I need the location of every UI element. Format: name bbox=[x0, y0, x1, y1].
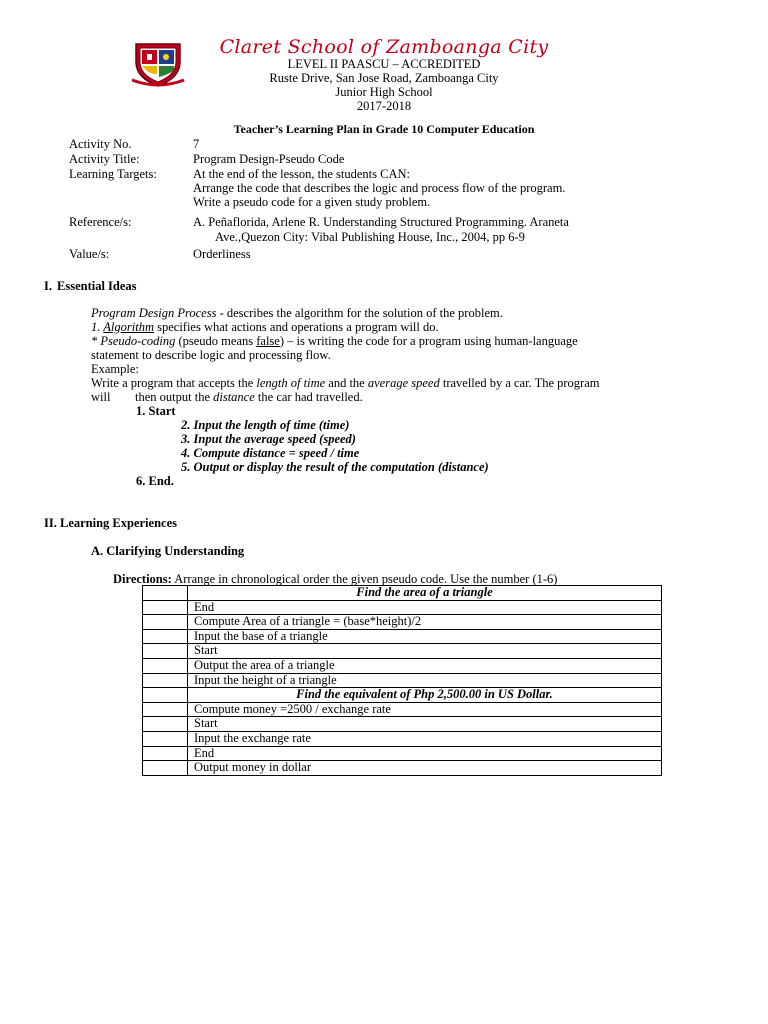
pseudo-code-step: Compute money =2500 / exchange rate bbox=[188, 702, 662, 717]
directions-label: Directions: bbox=[113, 572, 172, 586]
answer-cell[interactable] bbox=[143, 586, 188, 601]
pdp-def: - describes the algorithm for the solution of the problem. bbox=[216, 306, 503, 320]
school-name: Claret School of Zamboanga City bbox=[219, 36, 549, 58]
answer-cell[interactable] bbox=[143, 658, 188, 673]
values-label: Value/s: bbox=[69, 247, 110, 261]
table-row bbox=[143, 644, 662, 659]
table-caption: Find the area of a triangle bbox=[188, 586, 662, 601]
subsection-heading: A. Clarifying Understanding bbox=[91, 544, 245, 558]
table-caption: Find the equivalent of Php 2,500.00 in US Dollar. bbox=[188, 688, 662, 703]
table-row bbox=[143, 761, 662, 776]
example-text-part: the car had travelled. bbox=[254, 390, 363, 404]
school-division: Junior High School bbox=[335, 85, 433, 99]
activity-table bbox=[142, 585, 662, 776]
pseudo-code-step: Start bbox=[188, 717, 662, 732]
answer-cell[interactable] bbox=[143, 644, 188, 659]
pseudo-code-step: Compute Area of a triangle = (base*height)/2 bbox=[188, 615, 662, 630]
reference-label: Reference/s: bbox=[69, 215, 132, 229]
example-text-cont bbox=[135, 390, 363, 405]
algorithm-step: 6. End. bbox=[136, 474, 174, 488]
pseudocode-def: ) – is writing the code for a program using human-language bbox=[279, 334, 578, 348]
learning-target-line: Arrange the code that describes the logic and process flow of the program. bbox=[193, 181, 566, 195]
example-text-word: will bbox=[91, 390, 111, 404]
answer-cell[interactable] bbox=[143, 600, 188, 615]
pdp-definition bbox=[91, 306, 503, 321]
section-heading: II. Learning Experiences bbox=[44, 516, 177, 530]
reference-line: Ave.,Quezon City: Vibal Publishing House, Inc., 2004, pp 6-9 bbox=[215, 230, 525, 244]
table-row bbox=[143, 600, 662, 615]
learning-targets-label: Learning Targets: bbox=[69, 167, 157, 181]
school-year: 2017-2018 bbox=[356, 99, 412, 113]
algorithm-term: Algorithm bbox=[103, 320, 154, 334]
answer-cell[interactable] bbox=[143, 717, 188, 732]
table-row bbox=[143, 673, 662, 688]
table-caption-row bbox=[143, 586, 662, 601]
pseudocode-false: false bbox=[256, 334, 280, 348]
pseudocode-term: Pseudo-coding bbox=[100, 334, 176, 348]
answer-cell[interactable] bbox=[143, 746, 188, 761]
activity-no-value: 7 bbox=[193, 137, 200, 151]
section-number: I. bbox=[44, 279, 52, 293]
algorithm-definition bbox=[91, 320, 439, 335]
table-caption-row bbox=[143, 688, 662, 703]
answer-cell[interactable] bbox=[143, 673, 188, 688]
pseudo-code-step: Input the base of a triangle bbox=[188, 629, 662, 644]
algorithm-def: specifies what actions and operations a program will do. bbox=[153, 320, 439, 334]
answer-cell[interactable] bbox=[143, 688, 188, 703]
table-row bbox=[143, 615, 662, 630]
values-value: Orderliness bbox=[193, 247, 251, 261]
activity-title-label: Activity Title: bbox=[69, 152, 140, 166]
table-row bbox=[143, 717, 662, 732]
pseudo-code-step: End bbox=[188, 746, 662, 761]
answer-cell[interactable] bbox=[143, 629, 188, 644]
algorithm-step: 1. Start bbox=[136, 404, 176, 418]
example-emphasis: average speed bbox=[367, 376, 440, 390]
pseudo-code-step: Input the exchange rate bbox=[188, 731, 662, 746]
learning-target-line: At the end of the lesson, the students CAN: bbox=[193, 167, 410, 181]
example-emphasis: length of time bbox=[256, 376, 326, 390]
pseudocode-def: (pseudo means bbox=[175, 334, 257, 348]
example-text bbox=[91, 376, 600, 391]
pseudo-code-step: End bbox=[188, 600, 662, 615]
accreditation: LEVEL II PAASCU – ACCREDITED bbox=[287, 57, 481, 71]
example-text-part: then output the bbox=[135, 390, 214, 404]
pseudocode-def-cont: statement to describe logic and processing flow. bbox=[91, 348, 331, 362]
activity-no-label: Activity No. bbox=[69, 137, 132, 151]
algorithm-step: 2. Input the length of time (time) bbox=[181, 418, 350, 432]
algorithm-step: 4. Compute distance = speed / time bbox=[181, 446, 360, 460]
answer-cell[interactable] bbox=[143, 761, 188, 776]
table-row bbox=[143, 629, 662, 644]
table-row bbox=[143, 746, 662, 761]
table-row bbox=[143, 702, 662, 717]
algorithm-step: 3. Input the average speed (speed) bbox=[181, 432, 356, 446]
pseudo-code-step: Output the area of a triangle bbox=[188, 658, 662, 673]
pseudocode-definition bbox=[91, 334, 578, 349]
pdp-term: Program Design Process bbox=[91, 306, 217, 320]
example-text-part: Write a program that accepts the bbox=[91, 376, 257, 390]
answer-cell[interactable] bbox=[143, 702, 188, 717]
school-address: Ruste Drive, San Jose Road, Zamboanga City bbox=[269, 71, 499, 85]
algorithm-step: 5. Output or display the result of the computation (distance) bbox=[181, 460, 489, 474]
page-title: Teacher’s Learning Plan in Grade 10 Computer Education bbox=[233, 122, 535, 136]
answer-cell[interactable] bbox=[143, 615, 188, 630]
example-text-part: and the bbox=[325, 376, 368, 390]
table-row bbox=[143, 731, 662, 746]
pseudo-code-step: Start bbox=[188, 644, 662, 659]
example-label: Example: bbox=[91, 362, 139, 376]
answer-cell[interactable] bbox=[143, 731, 188, 746]
learning-target-line: Write a pseudo code for a given study problem. bbox=[193, 195, 431, 209]
directions-text: Arrange in chronological order the given pseudo code. Use the number (1-6) bbox=[171, 572, 558, 586]
activity-title-value: Program Design-Pseudo Code bbox=[193, 152, 345, 166]
algorithm-num: 1. bbox=[91, 320, 104, 334]
example-text-part: travelled by a car. The program bbox=[439, 376, 600, 390]
reference-line: A. Peñaflorida, Arlene R. Understanding Structured Programming. Araneta bbox=[193, 215, 569, 229]
section-heading: Essential Ideas bbox=[57, 279, 137, 293]
pseudo-code-step: Input the height of a triangle bbox=[188, 673, 662, 688]
pseudocode-star: * bbox=[91, 334, 101, 348]
pseudo-code-step: Output money in dollar bbox=[188, 761, 662, 776]
table-row bbox=[143, 658, 662, 673]
example-emphasis: distance bbox=[213, 390, 255, 404]
